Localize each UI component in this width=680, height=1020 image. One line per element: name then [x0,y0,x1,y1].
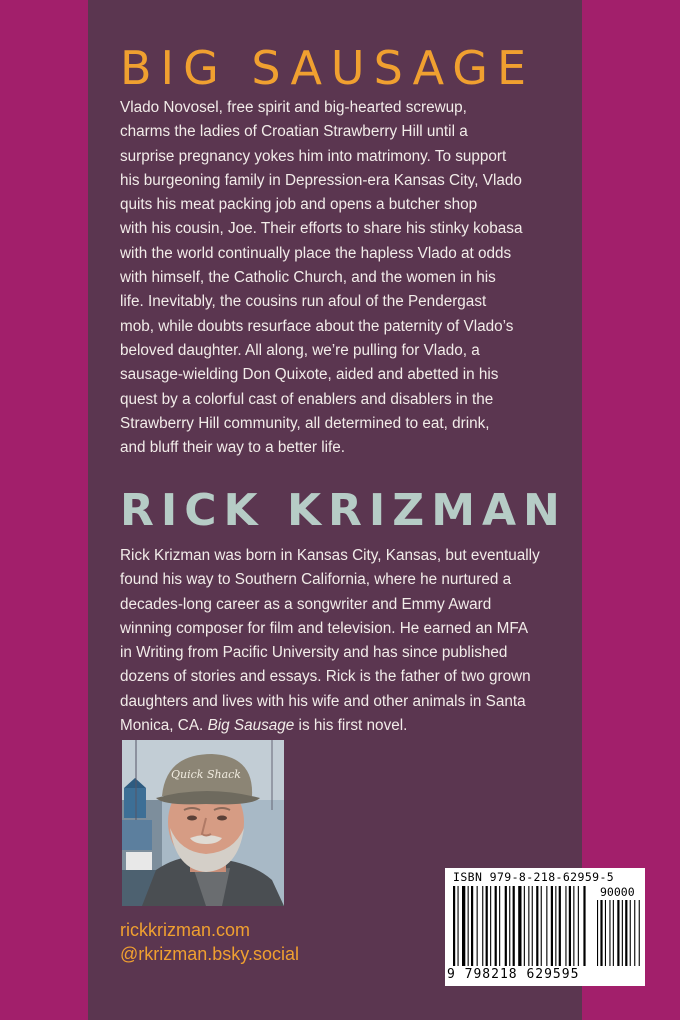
barcode-bar [499,886,500,966]
barcode-bar [565,886,566,966]
addon-bar [600,900,602,966]
addon-bar [634,900,635,966]
blurb-line: Strawberry Hill community, all determined to eat, drink, [120,414,490,432]
addon-bar [597,900,598,966]
barcode-bar [532,886,533,966]
addon-bar [609,900,610,966]
book-title: BIG SAUSAGE [120,41,536,95]
book-blurb [120,96,562,460]
blurb-line: life. Inevitably, the cousins run afoul of the Pendergast [120,293,487,311]
barcode-bar [505,886,507,966]
bio-last-line [120,714,562,738]
blurb-line: quest by a colorful cast of enablers and disablers in the [120,390,494,408]
barcode-bar [569,886,571,966]
barcode-bar [471,886,473,966]
blurb-line: mob, while doubts resurface about the paternity of Vlado’s [120,317,514,335]
blurb-line: and bluff their way to a better life. [120,439,346,457]
bio-last-pre: Monica, CA. [120,717,208,735]
barcode-bar [486,886,488,966]
bio-line: decades-long career as a songwriter and Emmy Award [120,595,492,613]
barcode-bar [513,886,515,966]
barcode-bar [546,886,547,966]
barcode-bar [468,886,469,966]
isbn-barcode-block [445,868,645,986]
blurb-line: quits his meat packing job and opens a butcher shop [120,196,478,214]
barcode-bar [509,886,510,966]
author-name: RICK KRIZMAN [120,485,567,536]
author-portrait-illustration [122,740,284,906]
right-magenta-stripe [582,0,680,1020]
addon-bar [605,900,606,966]
blurb-line: with his cousin, Joe. Their efforts to share his stinky kobasa [120,220,523,238]
bio-line: dozens of stories and essays. Rick is the father of two grown [120,668,531,686]
barcode-bar [458,886,459,966]
barcode-bar [495,886,497,966]
blurb-line: with the world continually place the hapless Vlado at odds [120,244,512,262]
barcode-bar [551,886,553,966]
barcode-bar [482,886,483,966]
author-bio [120,544,562,738]
barcode-bar [524,886,525,966]
blurb-line: surprise pregnancy yokes him into matrimony. To support [120,147,507,165]
barcode-bar [490,886,491,966]
blurb-line: Vlado Novosel, free spirit and big-hearted screwup, [120,99,467,116]
addon-bar [630,900,631,966]
blurb-line: sausage-wielding Don Quixote, aided and abetted in his [120,366,499,384]
barcode-bar [578,886,579,966]
barcode-bar [518,886,521,966]
addon-bar [625,900,627,966]
barcode-bar [453,886,455,966]
addon-bar [622,900,623,966]
barcode-bar [536,886,538,966]
cap-logo-text: Quick Shack [171,768,241,781]
bio-line: Rick Krizman was born in Kansas City, Kansas, but eventually [120,547,540,564]
bio-line: winning composer for film and television. He earned an MFA [120,619,529,637]
barcode-bar [559,886,561,966]
book-title-italic: Big Sausage [207,717,295,735]
social-link[interactable]: @rkrizman.bsky.social [120,944,299,964]
addon-bar [617,900,619,966]
barcode-bar [583,886,585,966]
bio-line: found his way to Southern California, where he nurtured a [120,571,512,589]
price-code: 90000 [600,885,635,899]
barcode-bar [477,886,478,966]
isbn-label: ISBN 979-8-218-62959-5 [453,870,615,884]
bio-line: daughters and lives with his wife and other animals in Santa [120,692,526,710]
barcode-bar [555,886,556,966]
barcode-bar [528,886,529,966]
blurb-line: beloved daughter. All along, we’re pulling for Vlado, a [120,341,480,359]
addon-bar [613,900,614,966]
blurb-line: charms the ladies of Croatian Strawberry Hill until a [120,123,468,141]
bio-last-post: is his first novel. [294,717,408,735]
left-magenta-stripe [0,0,88,1020]
addon-bar [639,900,640,966]
barcode-bar [573,886,574,966]
blurb-line: with himself, the Catholic Church, and the women in his [120,269,496,287]
ean-digits: 9 798218 629595 [447,967,580,982]
website-link[interactable]: rickkrizman.com [120,920,251,940]
bio-line: in Writing from Pacific University and has since published [120,644,508,662]
barcode-bar [462,886,465,966]
blurb-line: his burgeoning family in Depression-era Kansas City, Vlado [120,171,522,189]
author-photo [122,740,284,906]
barcode-bar [541,886,542,966]
author-links [120,918,299,966]
